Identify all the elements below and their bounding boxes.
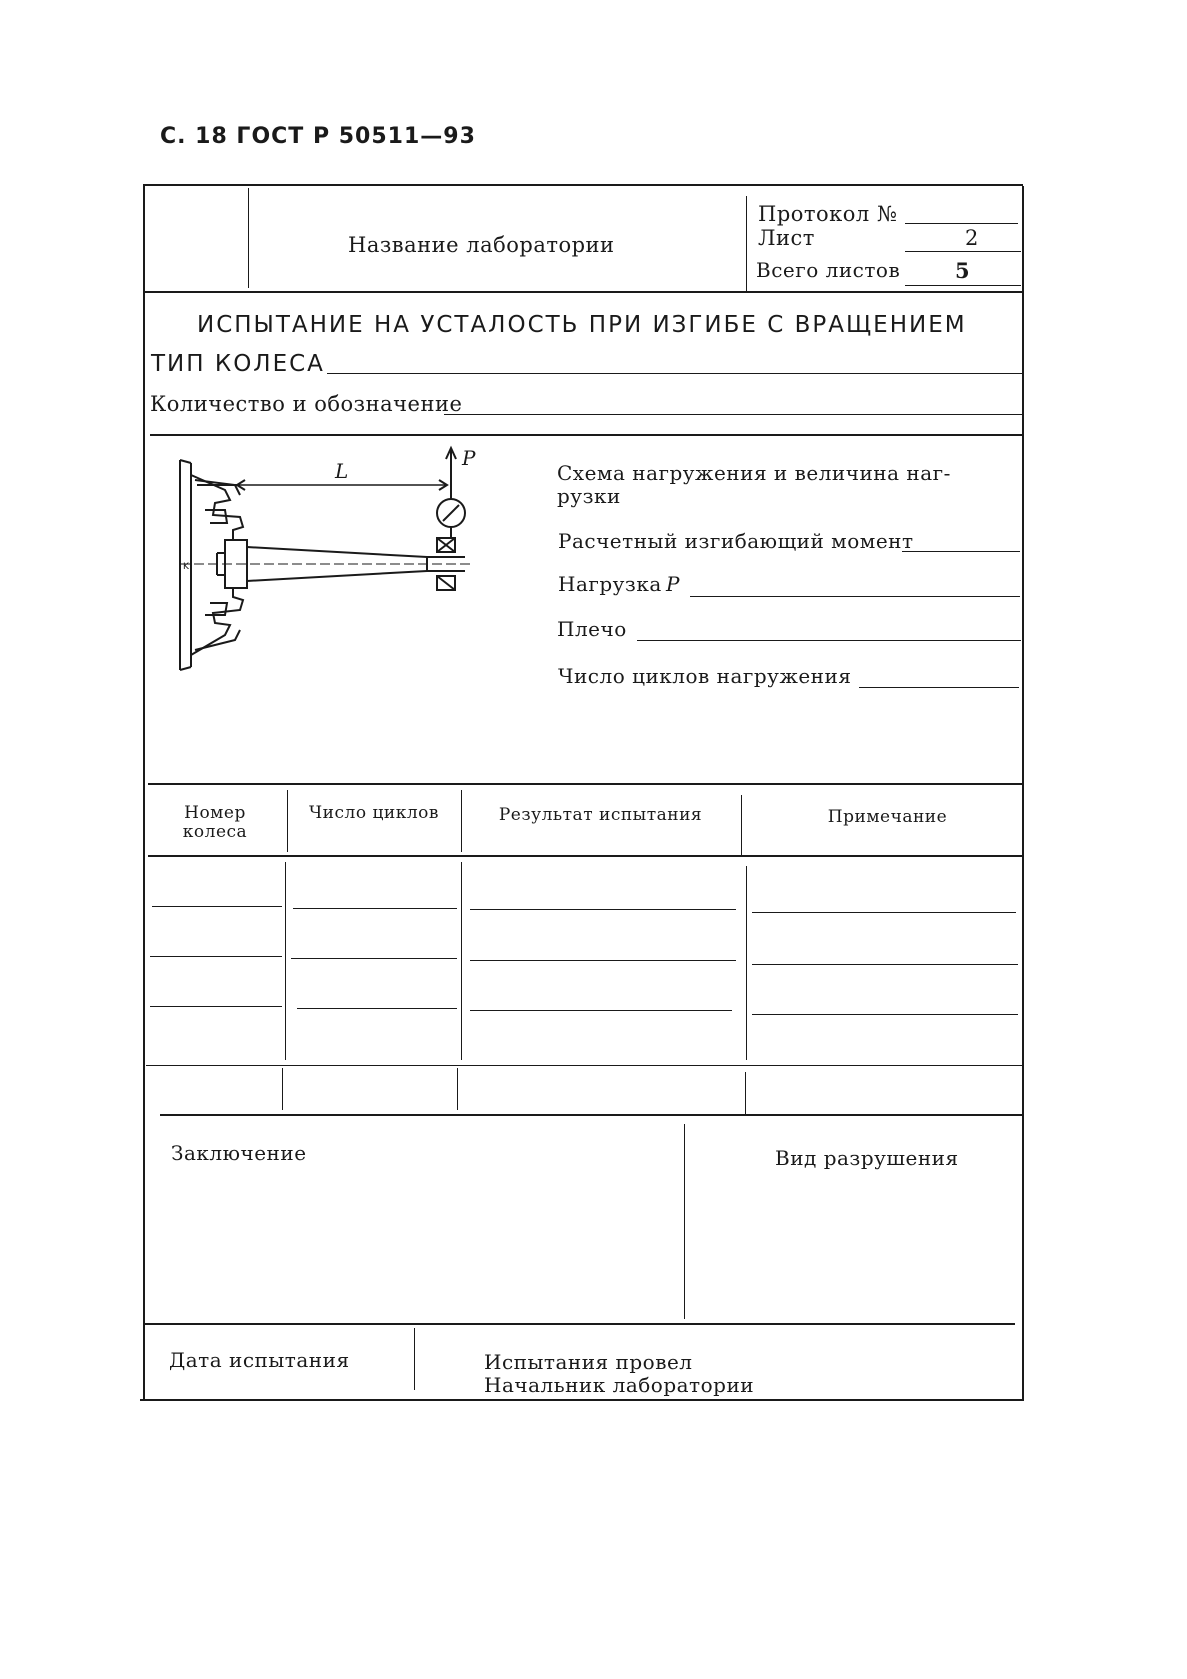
force-label: P <box>462 446 476 470</box>
arm-label: Плечо <box>557 617 627 641</box>
col-divider-3 <box>741 795 742 857</box>
moment-label: Расчетный изгибающий момент <box>558 529 914 553</box>
col-divider-2-body <box>461 862 462 1060</box>
row-line <box>752 912 1016 913</box>
wheel-type-line <box>327 373 1022 374</box>
col-divider-1 <box>287 790 288 852</box>
row-line <box>293 908 457 909</box>
total-divider-3 <box>745 1072 746 1114</box>
lab-name-label: Название лаборатории <box>348 233 615 257</box>
title-bottom-rule <box>150 434 1022 436</box>
protocol-label: Протокол № <box>758 202 898 226</box>
col-divider-1-body <box>285 862 286 1060</box>
frame-right-border <box>1022 186 1024 1400</box>
test-title: ИСПЫТАНИЕ НА УСТАЛОСТЬ ПРИ ИЗГИБЕ С ВРАЩЕНИЕМ <box>197 312 967 338</box>
total-sheets-line <box>905 285 1021 286</box>
frame-left-border <box>143 184 145 1400</box>
row-line <box>470 1010 732 1011</box>
row-line <box>150 956 282 957</box>
col-header-note: Примечание <box>827 807 948 827</box>
total-sheets-value: 5 <box>955 258 971 283</box>
total-sheets-label: Всего листов <box>756 258 901 282</box>
header-divider-right <box>746 196 747 292</box>
col-divider-3-body <box>746 866 747 1060</box>
table-bottom-rule <box>160 1114 1022 1116</box>
sheet-label: Лист <box>758 226 815 250</box>
load-label: Нагрузка <box>558 572 662 596</box>
sheet-value: 2 <box>965 226 979 250</box>
col-header-result: Результат испытания <box>498 805 703 825</box>
table-header-bottom-rule <box>148 855 1022 857</box>
wheel-type-label: ТИП КОЛЕСА <box>151 351 325 377</box>
tested-by-label: Испытания провел <box>484 1350 693 1374</box>
lab-head-label: Начальник лаборатории <box>484 1373 755 1397</box>
arm-line <box>637 640 1021 641</box>
header-divider-left <box>248 188 249 288</box>
col-header-cycles: Число циклов <box>309 803 439 823</box>
moment-line <box>902 551 1020 552</box>
row-line <box>291 958 457 959</box>
footer-divider <box>414 1328 415 1390</box>
point-label: K <box>183 562 189 572</box>
header-bottom-rule <box>145 291 1023 293</box>
row-line <box>152 906 282 907</box>
conclusion-divider <box>684 1124 685 1319</box>
protocol-number-line <box>905 223 1018 224</box>
conclusion-bottom-rule <box>145 1323 1015 1325</box>
col-header-wheel-number: Номер колеса <box>182 803 248 842</box>
table-total-top-rule <box>146 1065 1022 1066</box>
total-divider-1 <box>282 1068 283 1110</box>
row-line <box>470 960 736 961</box>
row-line <box>752 1014 1018 1015</box>
length-label: L <box>335 459 349 483</box>
page-header: С. 18 ГОСТ Р 50511—93 <box>160 124 476 149</box>
load-symbol: P <box>666 572 680 596</box>
total-divider-2 <box>457 1068 458 1110</box>
row-line <box>150 1006 282 1007</box>
loading-scheme-diagram <box>165 445 485 680</box>
row-line <box>470 909 736 910</box>
cycles-label: Число циклов нагружения <box>558 664 852 688</box>
frame-top-border <box>143 184 1023 186</box>
row-line <box>297 1008 457 1009</box>
quantity-label: Количество и обозначение <box>150 392 463 416</box>
conclusion-label: Заключение <box>171 1141 307 1165</box>
frame-bottom-border <box>140 1399 1024 1401</box>
test-date-label: Дата испытания <box>169 1348 350 1372</box>
cycles-line <box>859 687 1019 688</box>
col-divider-2 <box>461 790 462 852</box>
quantity-line <box>444 414 1022 415</box>
scheme-bottom-rule <box>148 783 1022 785</box>
row-line <box>752 964 1018 965</box>
sheet-line <box>905 251 1021 252</box>
scheme-label-line2: рузки <box>557 484 621 508</box>
fracture-label: Вид разрушения <box>775 1146 959 1170</box>
scheme-label-line1: Схема нагружения и величина наг- <box>557 461 951 485</box>
load-line <box>690 596 1020 597</box>
